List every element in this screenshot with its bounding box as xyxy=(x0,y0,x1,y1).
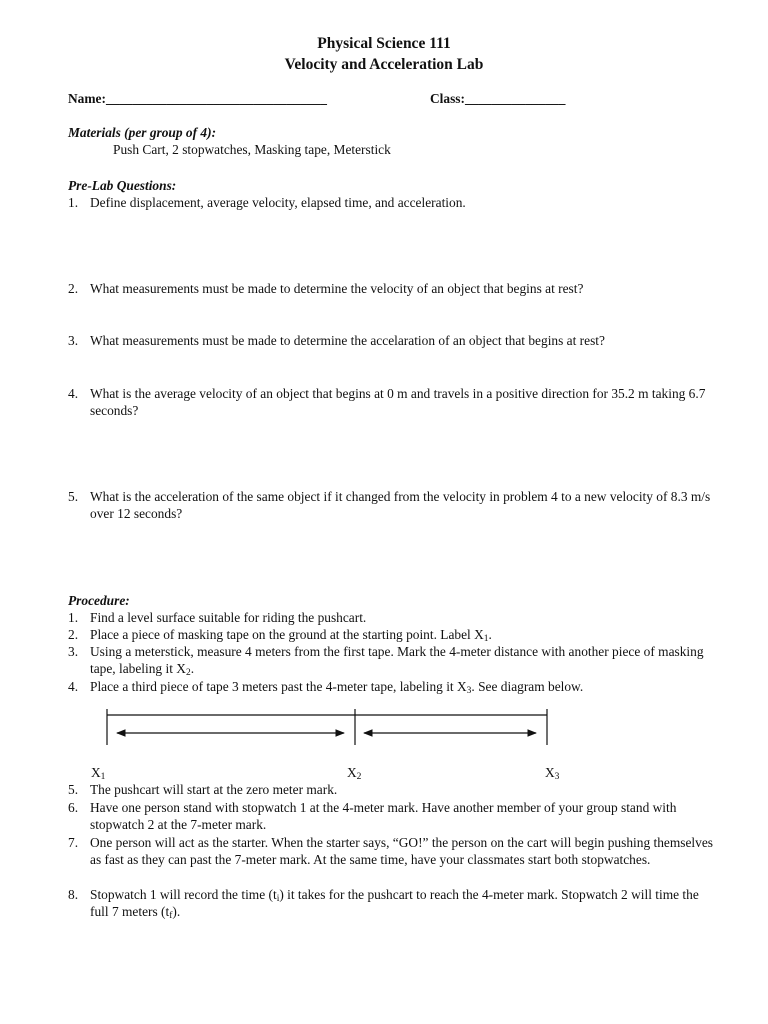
step-number: 5. xyxy=(68,782,79,797)
step-text: The pushcart will start at the zero meter mark. xyxy=(90,782,338,797)
question-number: 3. xyxy=(68,333,79,348)
course-title: Physical Science 111 xyxy=(317,35,451,52)
procedure-step xyxy=(68,799,718,833)
step-text: Place a third piece of tape 3 meters past the 4-meter tape, labeling it $X_3$. See diagram below. xyxy=(90,679,584,696)
procedure-step xyxy=(68,834,718,868)
label-x3: $X_3$ xyxy=(545,765,560,782)
label-x2: $X_2$ xyxy=(347,765,362,782)
name-label: Name: xyxy=(68,91,106,106)
question-text: What is the average velocity of an object that begins at 0 m and travels in a positive direction for 35.2 m taking 6.7 seconds? xyxy=(90,386,706,418)
question-text: Define displacement, average velocity, elapsed time, and acceleration. xyxy=(90,195,466,210)
materials-heading: Materials (per group of 4): xyxy=(68,125,217,140)
step-number: 2. xyxy=(68,627,79,642)
step-number: 1. xyxy=(68,610,79,625)
step-number: 6. xyxy=(68,800,79,815)
step-text: Find a level surface suitable for riding the pushcart. xyxy=(90,610,367,625)
procedure-step xyxy=(68,781,718,798)
question-number: 1. xyxy=(68,195,79,210)
step-text: Have one person stand with stopwatch 1 at the 4-meter mark. Have another member of your group stand with stopwatch 2 at the 7-meter mark. xyxy=(90,800,677,832)
step-number: 8. xyxy=(68,887,79,902)
step-number: 4. xyxy=(68,679,79,694)
question-number: 5. xyxy=(68,489,79,504)
class-blank[interactable]: _______________ xyxy=(464,91,566,106)
question-text: What measurements must be made to determine the accelaration of an object that begins at rest? xyxy=(90,333,605,348)
question-number: 4. xyxy=(68,386,79,401)
step-text: Place a piece of masking tape on the ground at the starting point. Label $X_1$. xyxy=(90,627,492,644)
question-number: 2. xyxy=(68,281,79,296)
procedure-step xyxy=(68,886,718,920)
procedure-heading: Procedure: xyxy=(68,593,130,608)
name-blank[interactable]: _________________________________ xyxy=(105,91,327,106)
step-text: Stopwatch 1 will record the time $(t_i)$ it takes for the pushcart to reach the 4-meter mark. Stopwatch 2 will time the full 7 meters $(t_f)$. xyxy=(90,887,699,921)
step-number: 3. xyxy=(68,644,79,659)
lab-title: Velocity and Acceleration Lab xyxy=(284,56,484,73)
materials-list: Push Cart, 2 stopwatches, Masking tape, Meterstick xyxy=(113,142,391,157)
label-x1: $X_1$ xyxy=(91,765,106,782)
step-text: One person will act as the starter. When the starter says, “GO!” the person on the cart will begin pushing themselves as fast as they can past the 7-meter mark. At the same time, have your classmates start both stopwatches. xyxy=(90,835,713,867)
question-text: What is the acceleration of the same object if it changed from the velocity in problem 4 to a new velocity of 8.3 m/s over 12 seconds? xyxy=(90,489,711,521)
step-text: Using a meterstick, measure 4 meters from the first tape. Mark the 4-meter distance with another piece of masking tape, labeling it $X_2$. xyxy=(90,644,704,678)
question-text: What measurements must be made to determine the velocity of an object that begins at rest? xyxy=(90,281,584,296)
step-number: 7. xyxy=(68,835,79,850)
class-label: Class: xyxy=(430,91,465,106)
prelab-heading: Pre-Lab Questions: xyxy=(68,178,177,193)
